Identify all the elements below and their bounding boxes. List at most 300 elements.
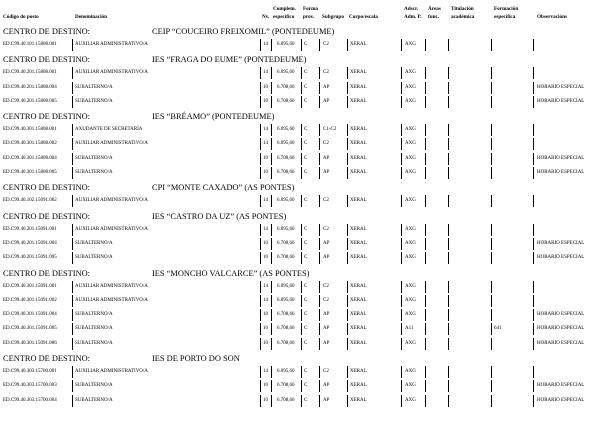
column-divider <box>425 153 426 165</box>
cell-complemento: 6.095,60 <box>277 226 295 232</box>
cell-nivel: 10 <box>263 397 268 403</box>
header-codigo: Código do posto <box>3 14 39 20</box>
cell-codigo: ED.C99.40.301.15091.006 <box>3 340 57 346</box>
cell-formacion: 641 <box>494 326 502 332</box>
column-divider <box>72 380 73 392</box>
cell-corpo: XERAL <box>350 340 367 346</box>
cell-forma: C <box>304 383 308 389</box>
cell-denominacion: AUXILIAR ADMINISTRATIVO/A <box>75 198 148 204</box>
cell-adscricion: AXG <box>405 98 416 104</box>
cell-forma: C <box>304 42 308 47</box>
cell-denominacion: SUBALTERNO/A <box>75 383 113 389</box>
column-divider <box>491 238 492 250</box>
cell-forma: C <box>304 340 308 346</box>
table-row <box>0 223 615 237</box>
column-divider <box>271 124 272 136</box>
column-divider <box>72 366 73 378</box>
header-complemento-line2: específico <box>273 14 295 20</box>
column-divider <box>260 281 261 293</box>
center-heading <box>0 109 615 123</box>
column-divider <box>425 238 426 250</box>
column-divider <box>271 309 272 321</box>
cell-nivel: 14 <box>263 198 268 204</box>
cell-complemento: 6.708,66 <box>277 340 295 346</box>
column-divider <box>301 309 302 321</box>
column-divider <box>260 39 261 51</box>
column-divider <box>271 295 272 307</box>
column-divider <box>319 281 320 293</box>
column-divider <box>425 281 426 293</box>
column-divider <box>401 281 402 293</box>
column-divider <box>319 323 320 335</box>
header-subgrupo: Subgrupo <box>322 14 344 20</box>
column-divider <box>533 153 534 165</box>
center-name: IES “FRAGA DO EUME” (PONTEDEUME) <box>152 55 307 65</box>
column-divider <box>72 395 73 407</box>
table-row <box>0 322 615 336</box>
cell-nivel: 14 <box>263 70 268 76</box>
header-nivel: Nv. <box>262 14 270 20</box>
cell-corpo: XERAL <box>350 155 367 161</box>
cell-observacions: HORARIO ESPECIAL <box>537 340 585 346</box>
column-divider <box>72 167 73 179</box>
header-denominacion: Denominación <box>75 14 107 20</box>
column-divider <box>448 380 449 392</box>
cell-nivel: 10 <box>263 340 268 346</box>
column-divider <box>401 295 402 307</box>
cell-codigo: ED.C99.40.201.15091.005 <box>3 255 57 261</box>
cell-adscricion: AXG <box>405 297 416 303</box>
column-divider <box>347 224 348 236</box>
cell-nivel: 10 <box>263 84 268 90</box>
column-divider <box>491 224 492 236</box>
column-divider <box>448 338 449 350</box>
column-divider <box>260 153 261 165</box>
column-divider <box>271 252 272 264</box>
cell-subgrupo: C2 <box>323 369 329 375</box>
column-divider <box>271 395 272 407</box>
column-divider <box>491 366 492 378</box>
column-divider <box>533 167 534 179</box>
center-name: IES “MONCHO VALCARCE” (AS PONTES) <box>152 268 310 278</box>
cell-corpo: XERAL <box>350 240 367 246</box>
column-divider <box>533 82 534 94</box>
column-divider <box>448 67 449 79</box>
cell-adscricion: AXG <box>405 141 416 147</box>
column-divider <box>347 323 348 335</box>
column-divider <box>401 195 402 207</box>
cell-subgrupo: C2 <box>323 141 329 147</box>
table-row <box>0 394 615 408</box>
cell-corpo: XERAL <box>350 397 367 403</box>
column-divider <box>72 124 73 136</box>
cell-denominacion: SUBALTERNO/A <box>75 84 113 90</box>
center-name: IES DE PORTO DO SON <box>152 354 240 364</box>
header-forma-line2: prov. <box>303 14 315 20</box>
column-divider <box>401 82 402 94</box>
cell-nivel: 10 <box>263 383 268 389</box>
cell-observacions: HORARIO ESPECIAL <box>537 98 585 104</box>
column-divider <box>425 224 426 236</box>
column-divider <box>72 252 73 264</box>
cell-codigo: ED.C99.40.301.15808.001 <box>3 127 57 133</box>
column-divider <box>271 366 272 378</box>
column-divider <box>401 153 402 165</box>
column-divider <box>260 366 261 378</box>
column-divider <box>347 309 348 321</box>
cell-forma: C <box>304 127 308 133</box>
column-divider <box>72 67 73 79</box>
cell-complemento: 6.095,60 <box>277 198 295 204</box>
column-divider <box>533 67 534 79</box>
column-divider <box>425 323 426 335</box>
column-divider <box>72 338 73 350</box>
cell-nivel: 10 <box>263 170 268 176</box>
cell-observacions: HORARIO ESPECIAL <box>537 397 585 403</box>
center-name: CEIP “COUCEIRO FREIXOMIL” (PONTEDEUME) <box>152 27 335 36</box>
cell-forma: C <box>304 70 308 76</box>
center-label: CENTRO DE DESTINO: <box>3 112 91 122</box>
cell-subgrupo: C2 <box>323 70 329 76</box>
column-divider <box>72 82 73 94</box>
column-divider <box>260 195 261 207</box>
column-divider <box>319 153 320 165</box>
cell-nivel: 14 <box>263 226 268 232</box>
column-divider <box>533 323 534 335</box>
column-divider <box>448 295 449 307</box>
cell-nivel: 14 <box>263 297 268 303</box>
column-divider <box>319 82 320 94</box>
cell-nivel: 14 <box>263 127 268 133</box>
table-row <box>0 294 615 308</box>
column-divider <box>401 323 402 335</box>
column-divider <box>425 295 426 307</box>
column-divider <box>347 252 348 264</box>
cell-corpo: XERAL <box>350 226 367 232</box>
column-divider <box>319 338 320 350</box>
column-divider <box>347 380 348 392</box>
column-divider <box>301 366 302 378</box>
column-divider <box>319 252 320 264</box>
cell-complemento: 6.095,60 <box>277 141 295 147</box>
cell-subgrupo: AP <box>323 170 330 176</box>
cell-corpo: XERAL <box>350 383 367 389</box>
cell-codigo: ED.C99.40.102.15091.002 <box>3 198 57 204</box>
column-divider <box>425 195 426 207</box>
table-row <box>0 379 615 393</box>
cell-nivel: 10 <box>263 312 268 318</box>
cell-complemento: 6.095,60 <box>277 70 295 76</box>
cell-forma: C <box>304 141 308 147</box>
cell-nivel: 10 <box>263 98 268 104</box>
column-divider <box>533 195 534 207</box>
center-heading <box>0 351 615 365</box>
table-row <box>0 137 615 151</box>
cell-corpo: XERAL <box>350 98 367 104</box>
column-divider <box>301 67 302 79</box>
column-divider <box>347 153 348 165</box>
column-divider <box>260 338 261 350</box>
column-divider <box>301 96 302 108</box>
column-divider <box>448 281 449 293</box>
column-divider <box>260 138 261 150</box>
cell-corpo: XERAL <box>350 170 367 176</box>
cell-denominacion: AUXILIAR ADMINISTRATIVO/A <box>75 283 148 289</box>
column-divider <box>72 195 73 207</box>
cell-nivel: 10 <box>263 255 268 261</box>
column-divider <box>448 252 449 264</box>
cell-complemento: 6.095,60 <box>277 283 295 289</box>
column-divider <box>533 309 534 321</box>
cell-complemento: 6.708,66 <box>277 312 295 318</box>
cell-corpo: XERAL <box>350 141 367 147</box>
center-label: CENTRO DE DESTINO: <box>3 211 91 221</box>
column-divider <box>260 323 261 335</box>
column-divider <box>425 39 426 51</box>
cell-adscricion: AXG <box>405 283 416 289</box>
cell-complemento: 6.708,66 <box>277 240 295 246</box>
table-row <box>0 308 615 322</box>
column-divider <box>448 167 449 179</box>
column-divider <box>301 124 302 136</box>
column-divider <box>319 167 320 179</box>
column-divider <box>319 124 320 136</box>
cell-forma: C <box>304 226 308 232</box>
cell-codigo: ED.C99.40.301.15091.002 <box>3 297 57 303</box>
column-divider <box>72 224 73 236</box>
column-divider <box>533 338 534 350</box>
column-divider <box>319 138 320 150</box>
cell-codigo: ED.C99.40.101.15808.001 <box>3 42 57 47</box>
cell-nivel: 14 <box>263 369 268 375</box>
cell-forma: C <box>304 312 308 318</box>
cell-observacions: HORARIO ESPECIAL <box>537 326 585 332</box>
header-titulacion-line2: académica <box>451 14 475 20</box>
column-divider <box>319 309 320 321</box>
cell-forma: C <box>304 98 308 104</box>
center-heading <box>0 209 615 223</box>
column-divider <box>72 295 73 307</box>
center-label: CENTRO DE DESTINO: <box>3 268 91 278</box>
column-divider <box>491 153 492 165</box>
cell-subgrupo: C2 <box>323 226 329 232</box>
cell-subgrupo: AP <box>323 312 330 318</box>
column-divider <box>301 338 302 350</box>
cell-forma: C <box>304 255 308 261</box>
cell-adscricion: AXG <box>405 70 416 76</box>
column-divider <box>425 167 426 179</box>
cell-forma: C <box>304 297 308 303</box>
column-divider <box>347 281 348 293</box>
cell-codigo: ED.C99.40.301.15091.005 <box>3 326 57 332</box>
cell-subgrupo: C2 <box>323 283 329 289</box>
cell-complemento: 6.708,66 <box>277 98 295 104</box>
cell-denominacion: SUBALTERNO/A <box>75 255 113 261</box>
cell-subgrupo: AP <box>323 255 330 261</box>
column-divider <box>448 309 449 321</box>
column-divider <box>319 366 320 378</box>
column-divider <box>533 138 534 150</box>
column-divider <box>347 82 348 94</box>
table-row <box>0 194 615 208</box>
column-divider <box>448 195 449 207</box>
cell-subgrupo: AP <box>323 98 330 104</box>
cell-observacions: HORARIO ESPECIAL <box>537 155 585 161</box>
column-divider <box>448 395 449 407</box>
column-divider <box>260 96 261 108</box>
center-label: CENTRO DE DESTINO: <box>3 27 91 36</box>
cell-adscricion: AXG <box>405 340 416 346</box>
column-divider <box>448 153 449 165</box>
column-divider <box>260 67 261 79</box>
column-divider <box>260 295 261 307</box>
column-divider <box>347 338 348 350</box>
cell-complemento: 6.708,66 <box>277 84 295 90</box>
cell-complemento: 6.708,66 <box>277 326 295 332</box>
center-heading <box>0 52 615 66</box>
column-divider <box>491 138 492 150</box>
column-divider <box>347 195 348 207</box>
column-divider <box>301 252 302 264</box>
column-divider <box>347 167 348 179</box>
column-divider <box>319 295 320 307</box>
column-divider <box>271 281 272 293</box>
column-divider <box>425 309 426 321</box>
column-divider <box>425 124 426 136</box>
column-divider <box>401 67 402 79</box>
cell-observacions: HORARIO ESPECIAL <box>537 255 585 261</box>
column-divider <box>533 124 534 136</box>
column-divider <box>260 167 261 179</box>
column-divider <box>533 224 534 236</box>
column-divider <box>301 380 302 392</box>
column-divider <box>491 96 492 108</box>
cell-subgrupo: C2 <box>323 42 329 47</box>
cell-forma: C <box>304 155 308 161</box>
cell-complemento: 6.708,66 <box>277 170 295 176</box>
column-divider <box>347 238 348 250</box>
cell-adscricion: A11 <box>405 326 414 332</box>
column-divider <box>72 309 73 321</box>
cell-subgrupo: C1-C2 <box>323 127 337 133</box>
header-areas-line2: func. <box>428 14 440 20</box>
column-divider <box>260 252 261 264</box>
cell-observacions: HORARIO ESPECIAL <box>537 170 585 176</box>
cell-codigo: ED.C99.40.201.15091.004 <box>3 240 57 246</box>
header-areas-line1: Áreas <box>428 6 441 12</box>
column-divider <box>491 252 492 264</box>
column-divider <box>271 380 272 392</box>
column-divider <box>301 82 302 94</box>
column-divider <box>347 96 348 108</box>
cell-forma: C <box>304 283 308 289</box>
table-row <box>0 38 615 52</box>
column-divider <box>425 138 426 150</box>
cell-observacions: HORARIO ESPECIAL <box>537 383 585 389</box>
column-divider <box>491 124 492 136</box>
column-divider <box>271 153 272 165</box>
cell-subgrupo: AP <box>323 240 330 246</box>
column-divider <box>260 309 261 321</box>
cell-complemento: 6.095,60 <box>277 42 295 47</box>
cell-adscricion: AXG <box>405 84 416 90</box>
header-formacion-line1: Formación <box>494 6 519 12</box>
cell-denominacion: SUBALTERNO/A <box>75 170 113 176</box>
cell-denominacion: SUBALTERNO/A <box>75 240 113 246</box>
cell-denominacion: SUBALTERNO/A <box>75 312 113 318</box>
column-divider <box>301 281 302 293</box>
column-divider <box>401 252 402 264</box>
column-divider <box>271 67 272 79</box>
table-row <box>0 152 615 166</box>
column-divider <box>260 395 261 407</box>
cell-codigo: ED.C99.40.201.15091.001 <box>3 226 57 232</box>
center-heading <box>0 180 615 194</box>
table-row <box>0 123 615 137</box>
column-divider <box>271 238 272 250</box>
cell-adscricion: AXG <box>405 127 416 133</box>
cell-complemento: 6.095,60 <box>277 369 295 375</box>
column-divider <box>491 295 492 307</box>
column-divider <box>347 39 348 51</box>
header-adscricion-line2: Adm. P. <box>404 14 422 20</box>
column-divider <box>401 96 402 108</box>
cell-subgrupo: AP <box>323 340 330 346</box>
column-divider <box>491 195 492 207</box>
cell-codigo: ED.C99.40.301.15808.004 <box>3 155 57 161</box>
column-divider <box>401 167 402 179</box>
cell-complemento: 6.095,60 <box>277 297 295 303</box>
column-divider <box>301 295 302 307</box>
cell-complemento: 6.708,66 <box>277 383 295 389</box>
column-divider <box>271 82 272 94</box>
cell-denominacion: AUXILIAR ADMINISTRATIVO/A <box>75 42 148 47</box>
cell-corpo: XERAL <box>350 297 367 303</box>
cell-codigo: ED.C99.40.301.15091.001 <box>3 283 57 289</box>
column-divider <box>425 82 426 94</box>
cell-forma: C <box>304 84 308 90</box>
column-divider <box>448 323 449 335</box>
cell-forma: C <box>304 326 308 332</box>
column-divider <box>301 39 302 51</box>
cell-adscricion: AXG <box>405 369 416 375</box>
column-divider <box>347 67 348 79</box>
column-divider <box>301 323 302 335</box>
cell-nivel: 14 <box>263 283 268 289</box>
column-divider <box>448 39 449 51</box>
center-name: IES “CASTRO DA UZ” (AS PONTES) <box>152 211 287 221</box>
cell-denominacion: SUBALTERNO/A <box>75 155 113 161</box>
cell-denominacion: SUBALTERNO/A <box>75 340 113 346</box>
column-divider <box>301 167 302 179</box>
cell-denominacion: AUXILIAR ADMINISTRATIVO/A <box>75 226 148 232</box>
cell-nivel: 10 <box>263 240 268 246</box>
cell-corpo: XERAL <box>350 198 367 204</box>
cell-nivel: 14 <box>263 42 268 47</box>
cell-denominacion: SUBALTERNO/A <box>75 397 113 403</box>
center-label: CENTRO DE DESTINO: <box>3 183 91 193</box>
column-divider <box>319 238 320 250</box>
cell-codigo: ED.C99.40.303.15700.001 <box>3 369 57 375</box>
cell-corpo: XERAL <box>350 283 367 289</box>
cell-corpo: XERAL <box>350 369 367 375</box>
cell-nivel: 14 <box>263 141 268 147</box>
column-divider <box>533 366 534 378</box>
column-divider <box>260 124 261 136</box>
column-divider <box>425 380 426 392</box>
column-divider <box>491 323 492 335</box>
column-divider <box>301 395 302 407</box>
